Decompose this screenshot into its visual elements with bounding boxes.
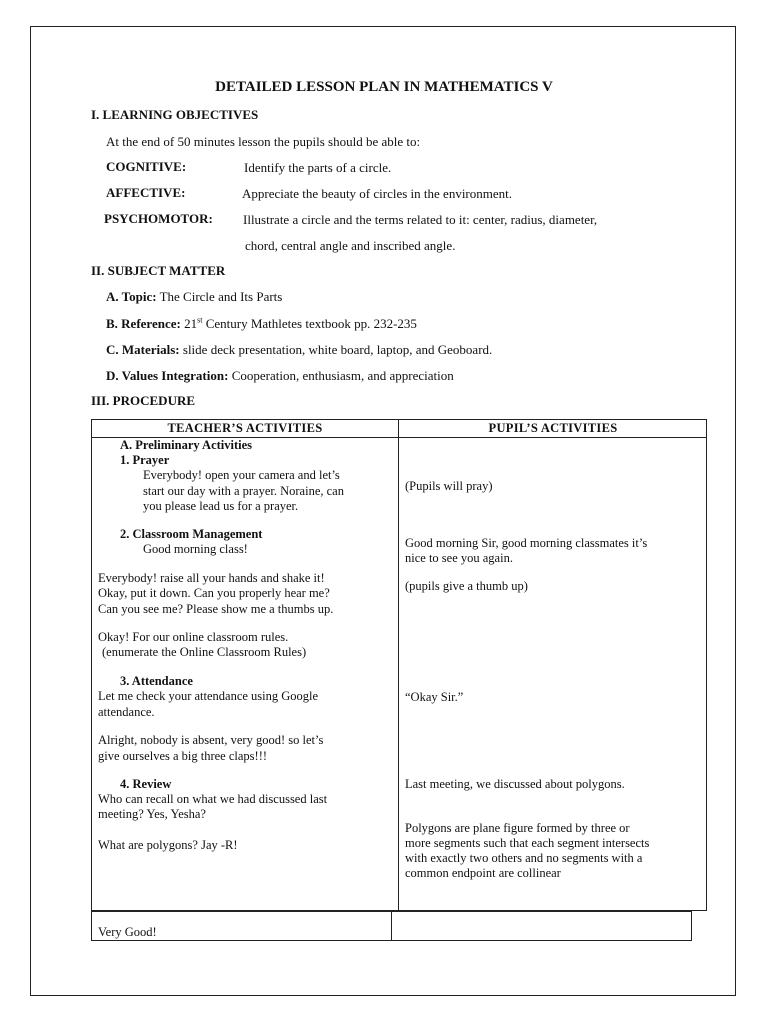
reference-sup: st (197, 315, 203, 325)
objectives-intro: At the end of 50 minutes lesson the pupils should be able to: (106, 134, 421, 149)
materials-line (106, 342, 492, 358)
reference-label: B. Reference: (106, 316, 181, 331)
table-column-divider (398, 420, 399, 910)
raise-hands-line-3: Can you see me? Please show me a thumbs up. (98, 602, 334, 616)
reference-line (106, 316, 417, 332)
document-title: DETAILED LESSON PLAN IN MATHEMATICS V (215, 79, 553, 95)
review-line-1: Who can recall on what we had discussed last (98, 792, 328, 806)
psychomotor-text: Illustrate a circle and the terms related to it: center, radius, diameter, (243, 212, 598, 227)
topic-line (106, 289, 282, 305)
preliminary-activities-heading: A. Preliminary Activities (120, 438, 253, 452)
pupils-last-meeting: Last meeting, we discussed about polygons. (405, 777, 625, 791)
continuation-column-divider (391, 912, 392, 940)
pupil-activities-header: PUPIL’S ACTIVITIES (488, 421, 618, 435)
reference-num: 21 (184, 316, 198, 331)
polygon-definition-1: Polygons are plane figure formed by three or (405, 821, 630, 835)
prayer-line-3: you please lead us for a prayer. (143, 499, 299, 513)
rules-line-1: Okay! For our online classroom rules. (98, 630, 289, 644)
reference-rest: Century Mathletes textbook pp. 232-235 (202, 316, 417, 331)
polygon-definition-2: more segments such that each segment intersects (405, 836, 650, 850)
attendance-line-1: Let me check your attendance using Google (98, 689, 319, 703)
pupil-greeting-2: nice to see you again. (405, 551, 513, 565)
continuation-table (91, 911, 692, 941)
prayer-line-1: Everybody! open your camera and let’s (143, 468, 340, 482)
values-value: Cooperation, enthusiasm, and appreciation (231, 368, 454, 383)
raise-hands-line-2: Okay, put it down. Can you properly hear me? (98, 586, 330, 600)
teacher-activities-header: TEACHER’S ACTIVITIES (167, 421, 323, 435)
pupils-thumbs-up: (pupils give a thumb up) (405, 579, 528, 593)
affective-text: Appreciate the beauty of circles in the environment. (242, 186, 513, 201)
classroom-management-heading: 2. Classroom Management (120, 527, 263, 541)
topic-value: The Circle and Its Parts (159, 289, 283, 304)
materials-label: C. Materials: (106, 342, 180, 357)
polygon-definition-3: with exactly two others and no segments with a (405, 851, 643, 865)
pupil-greeting-1: Good morning Sir, good morning classmates it’s (405, 536, 648, 550)
raise-hands-line-1: Everybody! raise all your hands and shake it! (98, 571, 325, 585)
polygon-definition-4: common endpoint are collinear (405, 866, 561, 880)
review-heading: 4. Review (120, 777, 172, 791)
values-line (106, 368, 454, 384)
topic-label: A. Topic: (106, 289, 157, 304)
polygon-question: What are polygons? Jay -R! (98, 838, 238, 852)
psychomotor-label: PSYCHOMOTOR: (104, 211, 213, 226)
pupils-okay-sir: “Okay Sir.” (405, 690, 464, 704)
review-line-2: meeting? Yes, Yesha? (98, 807, 206, 821)
claps-line-1: Alright, nobody is absent, very good! so let’s (98, 733, 324, 747)
prayer-line-2: start our day with a prayer. Noraine, can (143, 484, 344, 498)
rules-line-2: (enumerate the Online Classroom Rules) (102, 645, 307, 659)
procedure-heading: III. PROCEDURE (91, 393, 196, 408)
objectives-heading: I. LEARNING OBJECTIVES (91, 107, 259, 122)
claps-line-2: give ourselves a big three claps!!! (98, 749, 268, 763)
attendance-line-2: attendance. (98, 705, 155, 719)
cognitive-text: Identify the parts of a circle. (244, 160, 392, 175)
attendance-heading: 3. Attendance (120, 674, 193, 688)
subject-matter-heading: II. SUBJECT MATTER (91, 263, 226, 278)
very-good-line: Very Good! (98, 925, 157, 939)
affective-label: AFFECTIVE: (106, 185, 186, 200)
values-label: D. Values Integration: (106, 368, 229, 383)
procedure-table (91, 419, 707, 911)
cognitive-label: COGNITIVE: (106, 159, 187, 174)
psychomotor-text-cont: chord, central angle and inscribed angle. (245, 238, 456, 253)
materials-value: slide deck presentation, white board, laptop, and Geoboard. (182, 342, 493, 357)
prayer-heading: 1. Prayer (120, 453, 170, 467)
pupils-pray: (Pupils will pray) (405, 479, 493, 493)
greeting-line: Good morning class! (143, 542, 248, 556)
